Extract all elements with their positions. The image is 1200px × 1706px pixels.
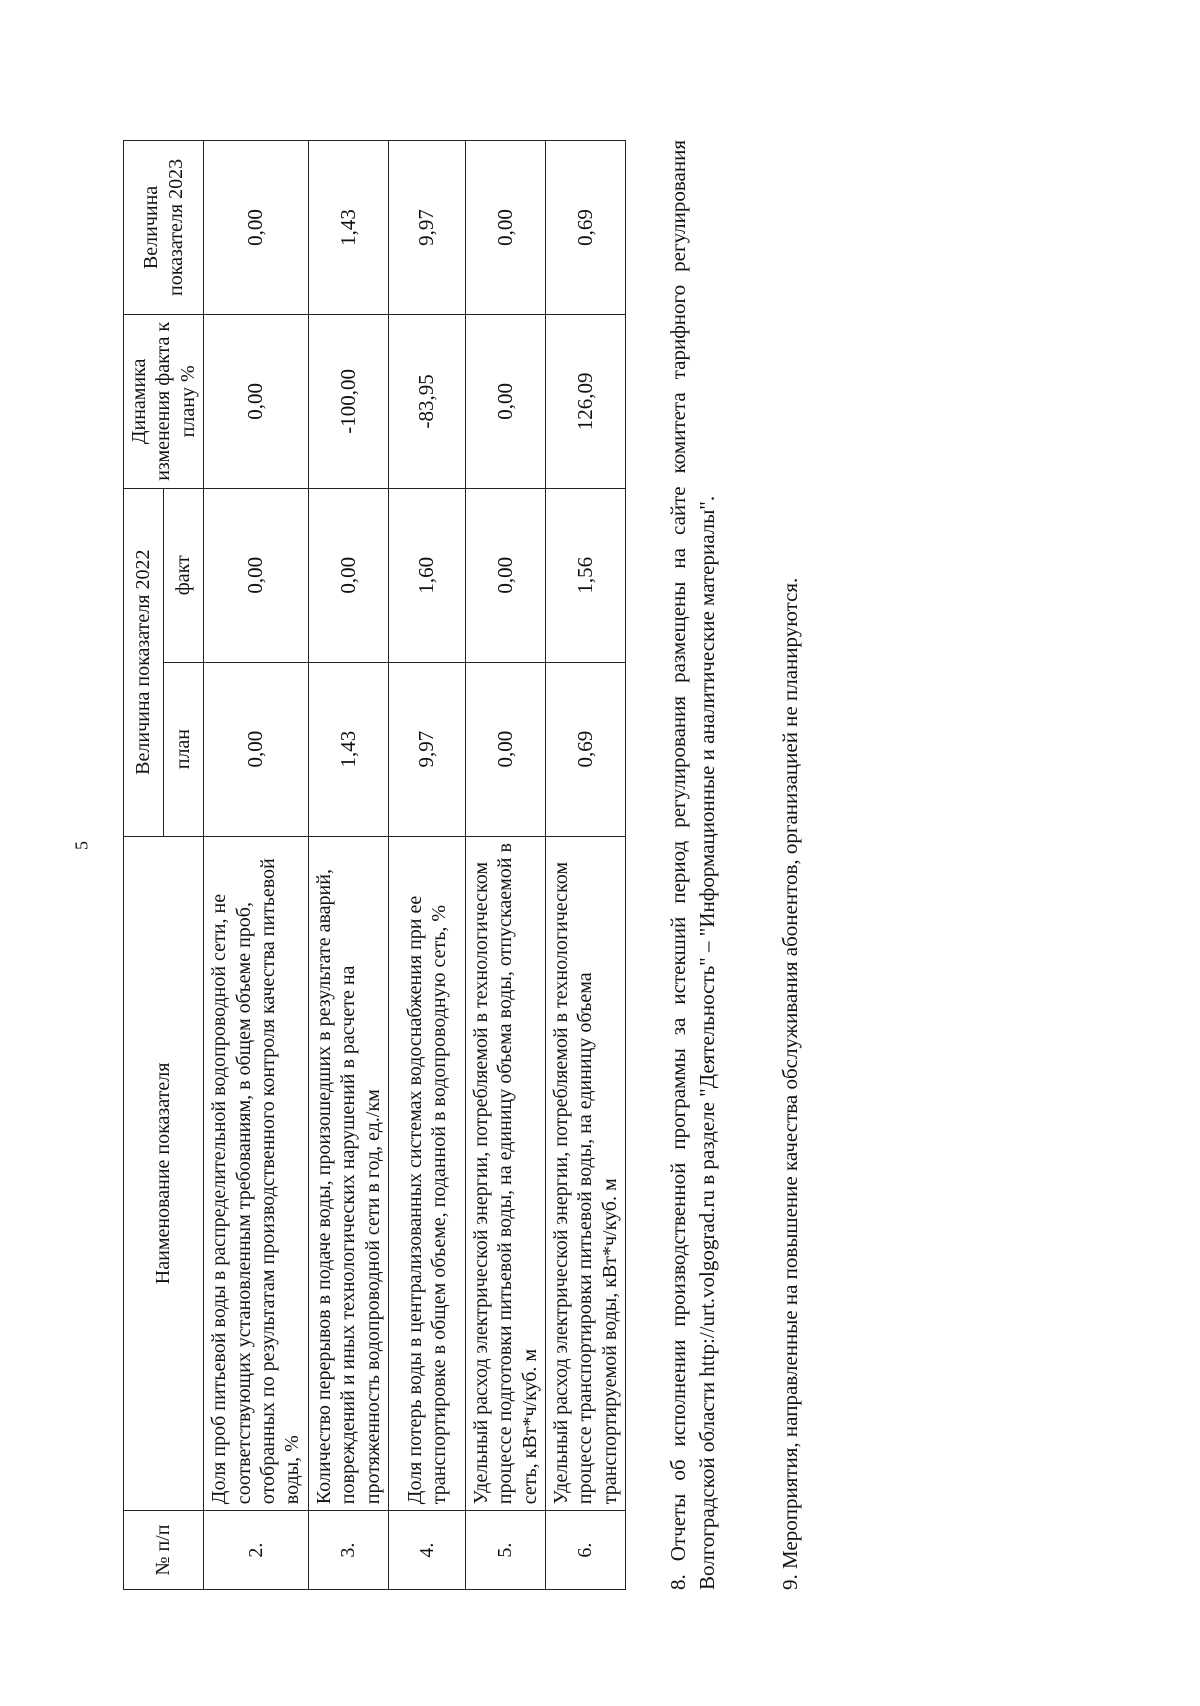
table-row	[465, 141, 545, 1590]
header-plan: план	[164, 662, 204, 836]
row-dynamics: -83,95	[388, 314, 465, 488]
row-num: 3.	[308, 1511, 388, 1590]
row-fact: 0,00	[204, 488, 309, 662]
row-num: 5.	[465, 1511, 545, 1590]
row-name: Доля проб питьевой воды в распределительной водопроводной сети, не соответствующих установленным требованиям, в общем объеме проб, отобранных по результатам производственного контроля качества питьевой воды, %	[204, 836, 309, 1511]
row-dynamics: 126,09	[546, 314, 626, 488]
row-dynamics: -100,00	[308, 314, 388, 488]
row-fact: 1,56	[546, 488, 626, 662]
header-fact: факт	[164, 488, 204, 662]
row-plan: 9,97	[388, 662, 465, 836]
rotated-page-content	[123, 120, 1173, 1590]
table-row	[546, 141, 626, 1590]
row-plan: 0,69	[546, 662, 626, 836]
header-num: № п/п	[124, 1511, 204, 1590]
row-name: Удельный расход электрической энергии, потребляемой в технологическом процессе транспортировки питьевой воды, на единицу объема транспортируемой воды, кВт*ч/куб. м	[546, 836, 626, 1511]
table-row	[204, 141, 309, 1590]
page-number: 5	[71, 841, 92, 850]
row-name: Доля потерь воды в централизованных системах водоснабжения при ее транспортировке в общем объеме, поданной в водопроводную сеть, %	[388, 836, 465, 1511]
row-fact: 0,00	[465, 488, 545, 662]
row-value-2023: 0,00	[204, 141, 309, 315]
header-dynamics: Динамика изменения факта к плану %	[124, 314, 204, 488]
row-value-2023: 0,00	[465, 141, 545, 315]
row-num: 2.	[204, 1511, 309, 1590]
header-name: Наименование показателя	[124, 836, 204, 1511]
row-value-2023: 1,43	[308, 141, 388, 315]
table-row	[308, 141, 388, 1590]
row-plan: 0,00	[204, 662, 309, 836]
row-fact: 0,00	[308, 488, 388, 662]
row-num: 4.	[388, 1511, 465, 1590]
row-dynamics: 0,00	[204, 314, 309, 488]
row-plan: 0,00	[465, 662, 545, 836]
row-dynamics: 0,00	[465, 314, 545, 488]
row-value-2023: 0,69	[546, 141, 626, 315]
indicators-table	[123, 140, 626, 1590]
paragraph-8-reports: 8. Отчеты об исполнении производственной программы за истекший период регулирования размещены на сайте комитета тарифного регулирования Волгоградской области http://urt.volgograd.ru в разделе "Деятельность" – "Информационные и аналитические материалы".	[666, 140, 720, 1590]
header-row-top	[124, 141, 164, 1590]
header-group-2022: Величина показателя 2022	[124, 488, 164, 836]
row-plan: 1,43	[308, 662, 388, 836]
row-num: 6.	[546, 1511, 626, 1590]
row-name: Удельный расход электрической энергии, потребляемой в технологическом процессе подготовки питьевой воды, на единицу объема воды, отпускаемой в сеть, кВт*ч/куб. м	[465, 836, 545, 1511]
row-name: Количество перерывов в подаче воды, произошедших в результате аварий, повреждений и иных технологических нарушений в расчете на протяженность водопроводной сети в год, ед./км	[308, 836, 388, 1511]
row-value-2023: 9,97	[388, 141, 465, 315]
row-fact: 1,60	[388, 488, 465, 662]
header-value-2023: Величина показателя 2023	[124, 141, 204, 315]
table-row	[388, 141, 465, 1590]
paragraph-9-measures: 9. Мероприятия, направленные на повышение качества обслуживания абонентов, организацией не планируются.	[778, 577, 802, 1590]
